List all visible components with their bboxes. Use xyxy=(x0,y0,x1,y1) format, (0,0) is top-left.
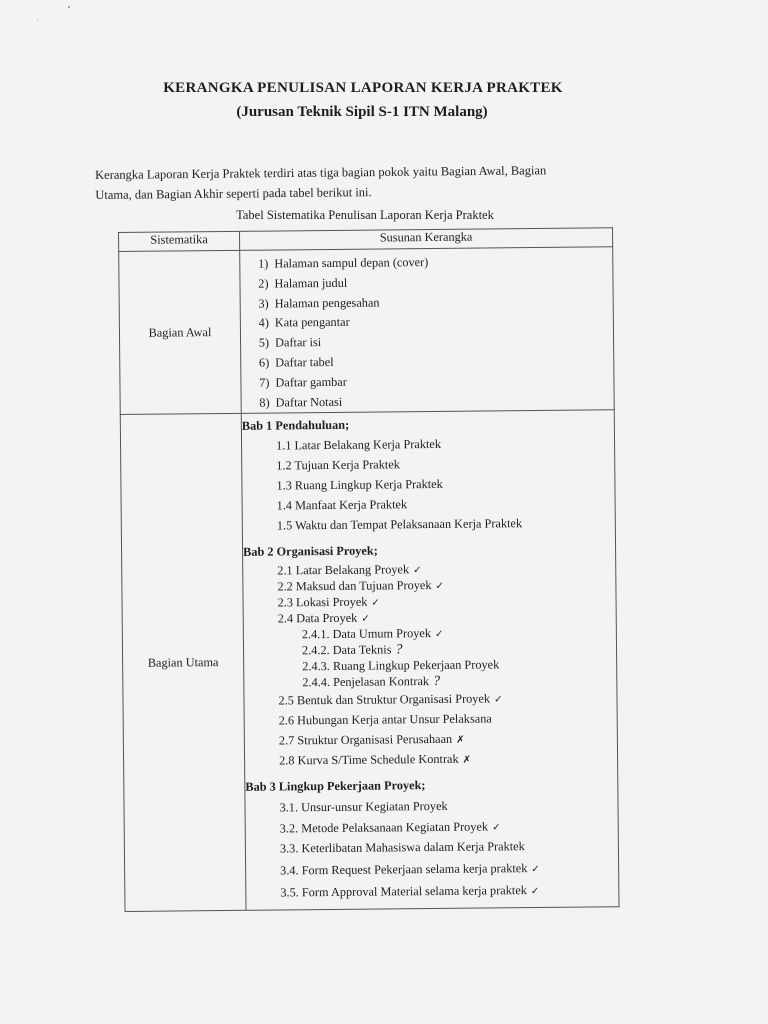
awal-item-number: 2) xyxy=(258,276,269,291)
intro-line: Utama, dan Bagian Akhir seperti pada tabel berikut ini. xyxy=(95,185,372,202)
check-mark-icon: ✓ xyxy=(413,565,422,577)
bab-2-title: Bab 2 Organisasi Proyek; xyxy=(243,543,378,560)
bab-3-title: Bab 3 Lingkup Pekerjaan Proyek; xyxy=(245,778,426,795)
awal-item-text: Kata pengantar xyxy=(274,315,350,330)
document-subtitle: (Jurusan Teknik Sipil S-1 ITN Malang) xyxy=(236,104,488,120)
awal-item-number: 3) xyxy=(258,296,269,311)
row-bagian-awal xyxy=(119,247,615,415)
check-mark-icon: ✓ xyxy=(361,613,370,626)
awal-item-text: Daftar Notasi xyxy=(275,394,343,410)
awal-item-number: 4) xyxy=(258,315,269,331)
table-wrapper xyxy=(118,227,620,912)
bab-2-item-text: 2.2 Maksud dan Tujuan Proyek xyxy=(277,578,432,594)
bab-2-item xyxy=(245,748,617,772)
awal-item-number: 6) xyxy=(258,355,270,370)
check-mark-icon: ✓ xyxy=(371,597,380,609)
bab-1-list xyxy=(242,434,615,537)
check-mark-icon: ✓ xyxy=(494,694,503,706)
document-title: KERANGKA PENULISAN LAPORAN KERJA PRAKTEK xyxy=(163,80,563,96)
header-susunan-kerangka: Susunan Kerangka xyxy=(239,228,612,251)
bab-2-subitem-text: 2.4.1. Data Umum Proyek xyxy=(301,626,432,642)
intro-paragraph xyxy=(95,159,625,205)
awal-item-text: Halaman sampul depan (cover) xyxy=(274,255,429,271)
label-bagian-awal: Bagian Awal xyxy=(119,250,242,415)
bab-1-item: 1.4 Manfaat Kerja Praktek xyxy=(276,497,408,513)
bab-2-item-text: 2.7 Struktur Organisasi Perusahaan xyxy=(278,732,453,748)
awal-item-number: 8) xyxy=(259,395,270,410)
bab-3-item-text: 3.4. Form Request Pekerjaan selama kerja praktek xyxy=(280,860,528,878)
bab-2-subitem-text: 2.4.3. Ruang Lingkup Pekerjaan Proyek xyxy=(302,657,500,674)
bab-1-item: 1.2 Tujuan Kerja Praktek xyxy=(276,457,400,473)
bab-1-item: 1.1 Latar Belakang Kerja Praktek xyxy=(275,437,442,453)
check-mark-icon: ✓ xyxy=(530,885,540,897)
scan-speck xyxy=(68,6,70,8)
awal-item-number: 7) xyxy=(259,375,270,390)
bab-3-list xyxy=(245,795,618,904)
bab-2-list-b xyxy=(244,688,617,772)
bab-2-sublist xyxy=(244,624,617,692)
awal-item-text: Halaman judul xyxy=(274,275,348,291)
awal-item xyxy=(248,390,614,413)
utama-content xyxy=(242,411,619,910)
question-mark-icon: ? xyxy=(395,642,403,658)
bab-2-item-text: 2.3 Lokasi Proyek xyxy=(277,594,368,610)
bab-3-item xyxy=(246,878,618,904)
intro-line: Kerangka Laporan Kerja Praktek terdiri atas tiga bagian pokok yaitu Bagian Awal, Bagian xyxy=(95,163,547,182)
cell-bagian-awal-items xyxy=(240,247,615,414)
label-bagian-utama: Bagian Utama xyxy=(120,414,246,912)
check-mark-icon: ✓ xyxy=(435,581,444,593)
awal-item-text: Daftar gambar xyxy=(275,374,347,390)
scan-speck xyxy=(37,20,38,21)
bab-3-item-text: 3.1. Unsur-unsur Kegiatan Proyek xyxy=(279,799,448,815)
question-mark-icon: ? xyxy=(432,674,441,690)
awal-item-text: Daftar tabel xyxy=(275,354,334,370)
check-mark-icon: ✓ xyxy=(434,629,444,641)
bab-2-item-text: 2.6 Hubungan Kerja antar Unsur Pelaksana xyxy=(278,711,492,728)
awal-item-number: 5) xyxy=(258,335,270,350)
awal-list xyxy=(240,247,614,413)
header-sistematika: Sistematika xyxy=(119,231,240,251)
awal-item-text: Halaman pengesahan xyxy=(274,295,380,311)
check-mark-icon: ✓ xyxy=(491,822,501,834)
table-caption: Tabel Sistematika Penulisan Laporan Kerja Praktek xyxy=(236,208,494,222)
cell-bagian-utama-items xyxy=(241,410,619,910)
bab-1-title: Bab 1 Pendahuluan; xyxy=(241,418,350,434)
bab-2-item-text: 2.1 Latar Belakang Proyek xyxy=(277,562,410,578)
bab-2-list-a xyxy=(243,560,616,628)
bab-2-item-text: 2.5 Bentuk dan Struktur Organisasi Proyek xyxy=(278,691,491,708)
bab-3-item-text: 3.2. Metode Pelaksanaan Kegiatan Proyek xyxy=(279,819,489,836)
check-mark-icon: ✓ xyxy=(531,863,540,875)
bab-1-item: 1.3 Ruang Lingkup Kerja Praktek xyxy=(276,476,443,493)
structure-table xyxy=(118,227,620,912)
bab-1-item: 1.5 Waktu dan Tempat Pelaksanaan Kerja Praktek xyxy=(276,515,523,533)
cross-mark-icon: ✗ xyxy=(462,754,472,767)
bab-2-subitem-text: 2.4.2. Data Teknis xyxy=(301,642,392,658)
bab-2-item-text: 2.4 Data Proyek xyxy=(277,611,358,626)
bab-2-item-text: 2.8 Kurva S/Time Schedule Kontrak xyxy=(279,752,459,768)
bab-3-item-text: 3.3. Keterlibatan Mahasiswa dalam Kerja Praktek xyxy=(279,839,525,856)
awal-item-text: Daftar isi xyxy=(275,335,322,350)
cross-mark-icon: ✗ xyxy=(456,735,465,747)
awal-item-number: 1) xyxy=(257,256,269,271)
row-bagian-utama xyxy=(120,410,619,911)
bab-3-item-text: 3.5. Form Approval Material selama kerja praktek xyxy=(280,882,527,900)
bab-2-subitem-text: 2.4.4. Penjelasan Kontrak xyxy=(302,674,430,690)
